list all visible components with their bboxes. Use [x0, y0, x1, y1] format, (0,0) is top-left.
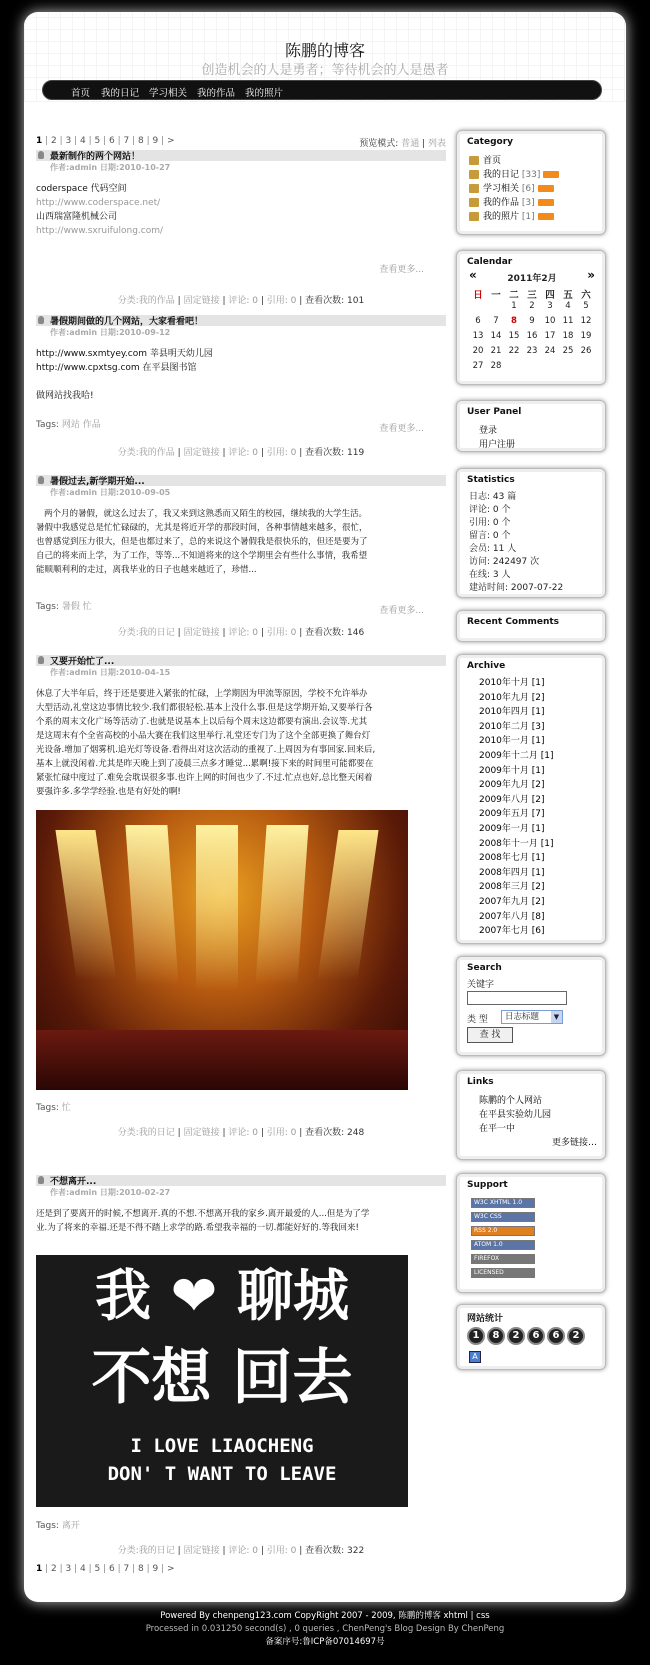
statistics-title: Statistics	[467, 475, 515, 485]
home-icon	[469, 156, 479, 165]
archive-month-link[interactable]: 2007年八月 [8]	[479, 911, 545, 922]
post-tags	[36, 1100, 71, 1113]
post-apple-icon	[38, 656, 44, 664]
archive-title: Archive	[467, 661, 506, 671]
pager-link[interactable]: 6	[109, 136, 115, 146]
calendar-day[interactable]: 4	[565, 301, 571, 311]
pager-link[interactable]: 2	[51, 1564, 57, 1574]
post-title[interactable]: 不想离开...	[50, 1177, 97, 1187]
calendar-weekday: 六	[581, 290, 591, 301]
statistics-box	[456, 468, 606, 598]
view-mode: 预览模式: 普通 | 列表	[359, 139, 446, 149]
post-title[interactable]: 又要开始忙了...	[50, 657, 115, 667]
user-panel-title: User Panel	[467, 407, 522, 417]
archive-month-link[interactable]: 2009年九月 [2]	[479, 780, 545, 791]
post-body	[36, 687, 408, 799]
post-permalink[interactable]: 固定链接	[183, 448, 220, 458]
calendar-day[interactable]: 22	[508, 346, 520, 356]
calendar-day[interactable]: 20	[472, 346, 484, 356]
stat-trackbacks: 引用: 0 个	[469, 518, 511, 528]
read-more-link[interactable]: 查看更多...	[379, 606, 424, 616]
post-line: 光设备.增加了烟雾机.追光灯等设备.看得出对这次活动的重视了.上周因为有事回家.回来后,	[36, 745, 376, 755]
calendar-box	[456, 250, 606, 385]
archive-month-link[interactable]: 2008年三月 [2]	[479, 882, 545, 893]
post-line: 也曾感觉到压力很大，但是也都过来了，总的来说这个暑假我是很快乐的，但还是要为了	[36, 537, 368, 547]
post-line: 个系的周末文化广场等活动了.也就是说基本上以后每个周末这边都要有演出.会议等.尤其	[36, 717, 368, 727]
post-apple-icon	[38, 1176, 44, 1184]
post-permalink[interactable]: 固定链接	[183, 628, 220, 638]
main-nav	[42, 80, 602, 100]
pager-link[interactable]: 2	[51, 136, 57, 146]
pager-link[interactable]: 7	[123, 136, 130, 146]
stat-founded: 建站时间: 2007-07-22	[469, 583, 564, 593]
rss-icon[interactable]	[538, 213, 554, 220]
support-title: Support	[467, 1180, 508, 1190]
archive-month-link[interactable]: 2008年七月 [1]	[479, 853, 545, 864]
stage-floor	[36, 1030, 408, 1090]
search-input[interactable]	[467, 991, 567, 1005]
category-title: Category	[467, 137, 514, 147]
post-permalink[interactable]: 固定链接	[183, 1546, 220, 1556]
view-mode-normal[interactable]: 普通	[401, 139, 420, 149]
post-line: 能顺顺利利的走过，离我毕业的日子也越来越近了，珍惜...	[36, 565, 257, 575]
calendar-day[interactable]: 12	[580, 316, 592, 326]
view-mode-label: 预览模式:	[359, 139, 399, 149]
friend-link[interactable]: 在平一中	[479, 1124, 516, 1134]
image-text-not-go-back: 不想 回去	[91, 1343, 353, 1413]
read-more-link[interactable]: 查看更多...	[379, 424, 424, 434]
atom-badge[interactable]: ATOM 1.0	[471, 1240, 535, 1250]
calendar-day[interactable]: 18	[562, 331, 574, 341]
post-body	[36, 1207, 408, 1235]
calendar-day[interactable]: 11	[562, 316, 574, 326]
category-label[interactable]: 我的日记	[483, 170, 520, 180]
image-text-english-2: DON' T WANT TO LEAVE	[107, 1463, 337, 1485]
light-beam	[317, 830, 378, 980]
archive-month-link[interactable]: 2010年一月 [1]	[479, 736, 545, 747]
light-beam	[196, 825, 238, 990]
w3c-css-badge[interactable]: W3C CSS	[471, 1212, 535, 1222]
calendar-day[interactable]: 21	[490, 346, 502, 356]
archive-month-link[interactable]: 2009年十二月 [1]	[479, 751, 554, 761]
nav-home[interactable]: 首页	[71, 88, 91, 99]
site-motto: 创造机会的人是勇者；等待机会的人是愚者	[201, 63, 449, 78]
works-icon	[469, 198, 479, 207]
archive-month-link[interactable]: 2010年九月 [2]	[479, 692, 545, 703]
archive-box	[456, 654, 606, 944]
tag-link[interactable]: 网站 作品	[61, 420, 101, 430]
pager-link[interactable]: 8	[138, 136, 144, 146]
post-body	[36, 182, 408, 238]
pager-link[interactable]: 6	[109, 1564, 115, 1574]
category-item[interactable]	[469, 195, 554, 208]
pager-link[interactable]: 9	[152, 136, 159, 146]
post-line	[36, 375, 408, 389]
post-views: 查看次数: 146	[305, 628, 365, 638]
type-select[interactable]	[501, 1010, 563, 1024]
search-button[interactable]: 查 找	[467, 1027, 513, 1043]
i-love-liaocheng-image	[36, 1255, 408, 1507]
recent-comments-title: Recent Comments	[467, 617, 560, 627]
post-title-bar	[36, 1175, 446, 1186]
post-line: http://www.sxmtyey.com 莘县明天幼儿园	[36, 349, 213, 359]
rss-icon[interactable]	[538, 185, 554, 192]
calendar-day[interactable]: 28	[490, 361, 502, 371]
post-trackback-link[interactable]: 引用: 0	[266, 628, 297, 638]
pager-link[interactable]: 3	[65, 136, 72, 146]
category-item[interactable]	[469, 167, 559, 180]
links-title: Links	[467, 1077, 494, 1087]
post-title-bar	[36, 475, 446, 486]
login-link[interactable]: 登录	[479, 426, 498, 436]
archive-month-link[interactable]: 2009年一月 [1]	[479, 824, 545, 834]
archive-month-link[interactable]: 2008年四月 [1]	[479, 867, 545, 878]
post-meta: 作者:admin 日期:2010-02-27	[50, 1188, 171, 1197]
tags-label: Tags:	[36, 602, 59, 612]
stat-members: 会员: 11 人	[469, 544, 517, 554]
post-permalink[interactable]: 固定链接	[183, 1128, 220, 1138]
calendar-day[interactable]: 27	[472, 361, 484, 371]
tag-link[interactable]: 忙	[61, 1103, 71, 1113]
page-frame	[24, 12, 626, 1602]
archive-month-link[interactable]: 2008年十一月 [1]	[479, 838, 554, 849]
stats-logo-icon[interactable]: A	[469, 1351, 481, 1363]
diary-icon	[469, 170, 479, 179]
post-title-bar	[36, 655, 446, 666]
calendar-weekday: 三	[527, 290, 537, 301]
post-line: 是这周末有个全省高校的小品大赛在我们这里举行.礼堂还专门为了这个全部更换了舞台灯	[36, 731, 371, 741]
stat-online: 在线: 3 人	[469, 570, 511, 580]
pager-link[interactable]: 5	[94, 1564, 101, 1574]
post-comments-link[interactable]: 评论: 0	[228, 296, 258, 306]
type-label: 类 型	[467, 1015, 488, 1025]
post-line: 要强许多.多学学经验.也是有好处的啊!	[36, 787, 181, 797]
post-comments-link[interactable]: 评论: 0	[228, 1546, 258, 1556]
rss-icon[interactable]	[543, 171, 559, 178]
counter-digit: 2	[507, 1327, 525, 1345]
category-label[interactable]: 我的作品	[483, 198, 520, 208]
post-meta: 作者:admin 日期:2010-10-27	[50, 163, 171, 172]
calendar-day[interactable]: 5	[583, 301, 589, 311]
calendar-day[interactable]: 10	[544, 316, 556, 326]
counter-box	[456, 1304, 606, 1370]
post-line: 基本上就没闲着.尤其是昨天晚上到了凌晨三点多才睡觉...累啊!接下来的时间里可能都要在	[36, 759, 374, 769]
pager-next[interactable]: >	[167, 136, 175, 146]
friend-link[interactable]: 陈鹏的个人网站	[479, 1096, 543, 1106]
pager-top: 1 | 2 | 3 | 4 | 5 | 6 | 7 | 8 | 9 | >	[36, 136, 175, 146]
post-tags	[36, 1518, 80, 1531]
search-box	[456, 956, 606, 1056]
post-trackback-link[interactable]: 引用: 0	[266, 1128, 297, 1138]
category-item[interactable]	[469, 153, 501, 166]
post-tags	[36, 417, 101, 430]
calendar-day[interactable]: 16	[526, 331, 538, 341]
image-text-wo: 我	[95, 1264, 152, 1329]
post-category-link[interactable]: 分类:我的日记	[117, 1128, 175, 1138]
light-beam	[55, 830, 116, 980]
archive-month-link[interactable]: 2007年七月 [6]	[479, 926, 545, 937]
calendar-day[interactable]: 6	[475, 316, 481, 326]
calendar-day[interactable]: 7	[493, 316, 499, 326]
light-beam	[125, 825, 178, 985]
calendar-weekday: 四	[545, 290, 555, 301]
pager-next[interactable]: >	[167, 1564, 175, 1574]
nav-works[interactable]: 我的作品	[197, 88, 236, 99]
footer-icp: 备案序号:鲁ICP备07014697号	[265, 1637, 385, 1647]
post-line: 紧张忙碌中度过了.难免会耽误很多事.也许上网的时间也少了.不过.忙点也好,总比整天闲着	[36, 773, 373, 783]
counter-title: 网站统计	[467, 1314, 504, 1324]
site-footer	[0, 1610, 650, 1649]
calendar-day[interactable]: 9	[529, 316, 535, 326]
post-trackback-link[interactable]: 引用: 0	[266, 448, 297, 458]
calendar-day[interactable]: 17	[544, 331, 556, 341]
post-title-bar	[36, 150, 446, 161]
pager-link[interactable]: 7	[123, 1564, 130, 1574]
post-body	[36, 347, 408, 403]
post-category-link[interactable]: 分类:我的作品	[117, 296, 175, 306]
post-line: 做网站找我哈!	[36, 391, 94, 401]
post-line: 休息了大半年后，终于还是要进入紧张的忙碌，上学期因为甲流等原因，学校不允许举办	[36, 689, 368, 699]
calendar-header	[469, 268, 595, 284]
category-label[interactable]: 学习相关	[483, 184, 520, 194]
counter-digit: 2	[567, 1327, 585, 1345]
tag-link[interactable]: 离开	[61, 1521, 80, 1531]
category-box	[456, 130, 606, 235]
pager-link[interactable]: 5	[94, 136, 101, 146]
category-count: [1]	[521, 212, 535, 222]
tags-label: Tags:	[36, 420, 59, 430]
archive-month-link[interactable]: 2009年十月 [1]	[479, 765, 545, 776]
counter-digit: 6	[527, 1327, 545, 1345]
calendar-day[interactable]: 19	[580, 331, 592, 341]
post-title-bar	[36, 315, 446, 326]
archive-month-link[interactable]: 2010年四月 [1]	[479, 707, 545, 718]
calendar-next-button[interactable]: »	[587, 268, 595, 282]
pager-link[interactable]: 4	[80, 136, 86, 146]
friend-link[interactable]: 在平县实验幼儿园	[479, 1110, 552, 1120]
calendar-prev-button[interactable]: «	[469, 268, 477, 282]
stat-visits: 访问: 242497 次	[469, 557, 540, 567]
post-views: 查看次数: 322	[305, 1546, 365, 1556]
post-views: 查看次数: 119	[305, 448, 365, 458]
post-apple-icon	[38, 316, 44, 324]
site-title[interactable]: 陈鹏的博客	[284, 41, 365, 60]
light-beam	[255, 825, 308, 985]
category-label[interactable]: 首页	[483, 156, 502, 166]
post-body	[36, 507, 408, 577]
post-comments-link[interactable]: 评论: 0	[228, 1128, 258, 1138]
firefox-badge[interactable]: FIREFOX	[471, 1254, 535, 1264]
calendar-day[interactable]: 24	[544, 346, 556, 356]
category-item[interactable]	[469, 181, 554, 194]
stat-posts: 日志: 43 篇	[469, 492, 517, 502]
pager-bottom: 1 | 2 | 3 | 4 | 5 | 6 | 7 | 8 | 9 | >	[36, 1564, 175, 1574]
calendar-day[interactable]: 8	[511, 316, 517, 326]
pager-link[interactable]: 4	[80, 1564, 86, 1574]
post-category-link[interactable]: 分类:我的日记	[117, 628, 175, 638]
post-footer: 分类:我的日记 | 固定链接 | 评论: 0 | 引用: 0 | 查看次数: 146	[117, 628, 365, 638]
read-more-link[interactable]: 查看更多...	[379, 265, 424, 275]
nav-study[interactable]: 学习相关	[149, 88, 188, 99]
post-apple-icon	[38, 151, 44, 159]
calendar-weekday: 一	[491, 290, 501, 301]
calendar-weekday: 五	[563, 290, 573, 301]
post-trackback-link[interactable]: 引用: 0	[266, 1546, 297, 1556]
post-line: 业.为了将来的幸福.还是不得不踏上求学的路.希望我幸福的一切.都能好好的.等我回来!	[36, 1223, 359, 1233]
license-badge[interactable]: LICENSED	[471, 1268, 535, 1278]
post-line: 大型活动,礼堂这边事情比较少.我们都很轻松.基本上没什么事.但是这学期开始,又要举行各	[36, 703, 373, 713]
image-text-liaocheng: 聊城	[236, 1264, 349, 1329]
more-links-link[interactable]: 更多链接…	[551, 1138, 597, 1148]
document-icon	[469, 184, 479, 193]
footer-powered-by: Powered By chenpeng123.com CopyRight 2007 - 2009, 陈鹏的博客 xhtml | css	[160, 1611, 490, 1621]
search-title: Search	[467, 963, 502, 973]
archive-month-link[interactable]: 2009年五月 [7]	[479, 809, 545, 820]
post-tags	[36, 599, 92, 612]
stage-lights-photo	[36, 810, 408, 1090]
post-line: 自己的将来而上学，为了工作，等等...不知道将来的这个学期里会有些什么事情，我希望	[36, 551, 368, 561]
calendar-weekday: 二	[509, 290, 519, 301]
post-link[interactable]: http://www.sxruifulong.com/	[36, 226, 164, 236]
counter-digit: 8	[487, 1327, 505, 1345]
support-box	[456, 1173, 606, 1293]
type-select-value: 日志标题	[505, 1012, 540, 1022]
w3c-xhtml-badge[interactable]: W3C XHTML 1.0	[471, 1198, 535, 1208]
heart-icon: ❤	[170, 1264, 218, 1329]
post-title[interactable]: 暑假期间做的几个网站，大家看看吧！	[50, 317, 204, 327]
view-mode-list[interactable]: 列表	[427, 139, 446, 149]
pager-current: 1	[36, 136, 43, 146]
rss-icon[interactable]	[538, 199, 554, 206]
post-footer: 分类:我的日记 | 固定链接 | 评论: 0 | 引用: 0 | 查看次数: 322	[117, 1546, 365, 1556]
calendar-day[interactable]: 14	[490, 331, 502, 341]
calendar-day[interactable]: 1	[511, 301, 517, 311]
pager-link[interactable]: 8	[138, 1564, 144, 1574]
category-count: [6]	[521, 184, 535, 194]
pager-link[interactable]: 9	[152, 1564, 159, 1574]
user-panel-box	[456, 400, 606, 452]
post-line: 暑假中我感觉总是忙忙碌碌的，尤其是将近开学的那段时间，各种事情越来越多，很忙，	[36, 523, 368, 533]
links-box	[456, 1070, 606, 1160]
chevron-down-icon: ▼	[551, 1011, 562, 1023]
calendar-day[interactable]: 15	[508, 331, 520, 341]
post-footer: 分类:我的作品 | 固定链接 | 评论: 0 | 引用: 0 | 查看次数: 101	[117, 296, 365, 306]
post-meta: 作者:admin 日期:2010-09-12	[50, 328, 171, 337]
post-comments-link[interactable]: 评论: 0	[228, 448, 258, 458]
post-line: 两个月的暑假，就这么过去了，我又来到这熟悉而又陌生的校园，继续我的大学生活。	[44, 509, 368, 519]
post-permalink[interactable]: 固定链接	[183, 296, 220, 306]
post-line: coderspace 代码空间	[36, 184, 127, 194]
archive-month-link[interactable]: 2009年八月 [2]	[479, 794, 545, 805]
category-label[interactable]: 我的照片	[483, 212, 520, 222]
counter-digit: 6	[547, 1327, 565, 1345]
stat-comments: 评论: 0 个	[469, 505, 511, 515]
counter-digit: 1	[467, 1327, 485, 1345]
post-meta: 作者:admin 日期:2010-04-15	[50, 668, 171, 677]
post-title[interactable]: 暑假过去,新学期开始...	[50, 477, 145, 487]
pager-current: 1	[36, 1564, 43, 1574]
post-line: http://www.cpxtsg.com 在平县图书馆	[36, 363, 197, 373]
calendar-day[interactable]: 2	[529, 301, 535, 311]
archive-month-link[interactable]: 2007年九月 [2]	[479, 897, 545, 907]
post-title[interactable]: 最新制作的两个网站！	[50, 152, 141, 162]
post-views: 查看次数: 248	[305, 1128, 365, 1138]
register-link[interactable]: 用户注册	[479, 440, 516, 450]
header	[24, 12, 626, 102]
post-link[interactable]: http://www.coderspace.net/	[36, 198, 161, 208]
post-views: 查看次数: 101	[305, 296, 365, 306]
rss-badge[interactable]: RSS 2.0	[471, 1226, 535, 1236]
calendar-day[interactable]: 25	[562, 346, 574, 356]
tags-label: Tags:	[36, 1103, 59, 1113]
tags-label: Tags:	[36, 1521, 59, 1531]
photo-icon	[469, 212, 479, 221]
calendar-day[interactable]: 13	[472, 331, 484, 341]
category-item[interactable]	[469, 209, 554, 222]
calendar-title: Calendar	[467, 257, 513, 267]
post-apple-icon	[38, 476, 44, 484]
post-meta: 作者:admin 日期:2010-09-05	[50, 488, 171, 497]
nav-photos[interactable]: 我的照片	[245, 88, 284, 99]
post-footer: 分类:我的日记 | 固定链接 | 评论: 0 | 引用: 0 | 查看次数: 248	[117, 1128, 365, 1138]
nav-diary[interactable]: 我的日记	[101, 88, 140, 99]
stat-messages: 留言: 0 个	[469, 531, 511, 541]
pager-link[interactable]: 3	[65, 1564, 72, 1574]
calendar-day[interactable]: 23	[526, 346, 538, 356]
post-line: 山西瑞富隆机械公司	[36, 212, 118, 222]
archive-month-link[interactable]: 2010年十月 [1]	[479, 678, 545, 688]
post-category-link[interactable]: 分类:我的作品	[117, 448, 175, 458]
recent-comments-box	[456, 610, 606, 642]
post-comments-link[interactable]: 评论: 0	[228, 628, 258, 638]
calendar-month: 2011年2月	[507, 274, 557, 284]
post-trackback-link[interactable]: 引用: 0	[266, 296, 297, 306]
calendar-day[interactable]: 26	[580, 346, 592, 356]
archive-month-link[interactable]: 2010年二月 [3]	[479, 721, 545, 732]
footer-processed: Processed in 0.031250 second(s) , 0 queries , ChenPeng's Blog Design By ChenPeng	[145, 1624, 505, 1634]
category-count: [3]	[521, 198, 535, 208]
post-category-link[interactable]: 分类:我的日记	[117, 1546, 175, 1556]
post-line: 还是到了要离开的时候,不想离开.真的不想.不想离开我的家乡.离开最爱的人...但是为了学	[36, 1209, 370, 1219]
calendar-day[interactable]: 3	[547, 301, 553, 311]
category-count: [33]	[521, 170, 541, 180]
post-footer: 分类:我的作品 | 固定链接 | 评论: 0 | 引用: 0 | 查看次数: 119	[117, 448, 365, 458]
image-text-english-1: I LOVE LIAOCHENG	[130, 1435, 314, 1457]
calendar-weekday: 日	[473, 290, 483, 301]
keyword-label: 关键字	[467, 980, 495, 990]
tag-link[interactable]: 暑假 忙	[61, 602, 92, 612]
